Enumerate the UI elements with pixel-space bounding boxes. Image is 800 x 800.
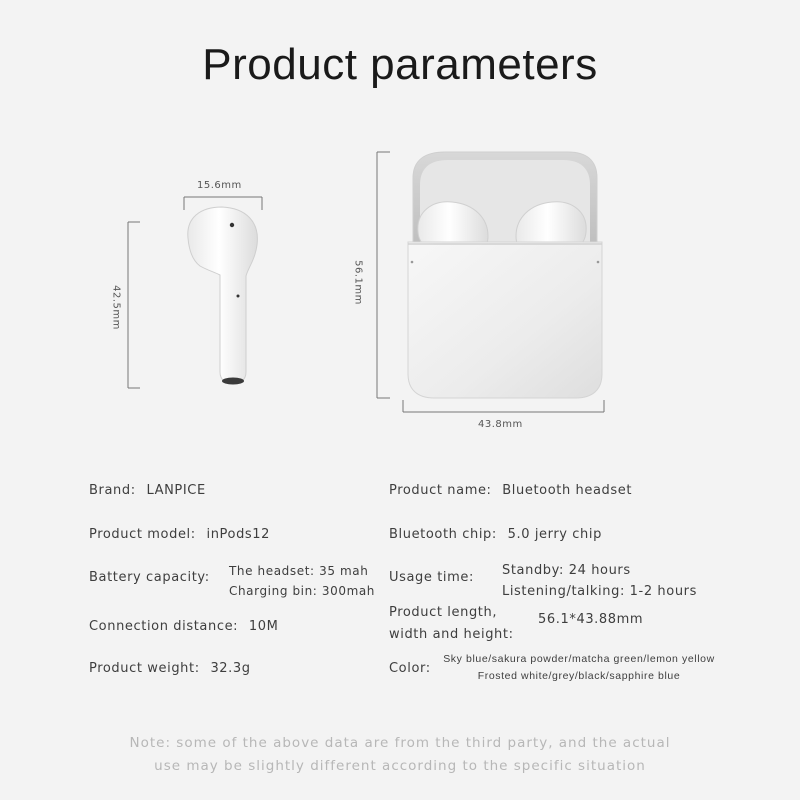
product-dimensions-value: 56.1*43.88mm: [538, 612, 644, 627]
product-weight-spec: [89, 661, 251, 676]
product-dimensions-label: [389, 602, 514, 646]
earbud-width-label: 15.6mm: [197, 180, 242, 191]
disclaimer-note: [0, 732, 800, 778]
product-model-label: Product model:: [89, 527, 196, 542]
earbud-image: [188, 207, 258, 385]
product-name-label: Product name:: [389, 483, 492, 498]
disclaimer-line2: use may be slightly different according to the specific situation: [154, 758, 646, 774]
case-height-marker: [377, 152, 390, 398]
color-value-line1: Sky blue/sakura powder/matcha green/lemon yellow: [443, 653, 715, 665]
case-width-label: 43.8mm: [478, 419, 523, 430]
disclaimer-line1: Note: some of the above data are from the third party, and the actual: [129, 735, 671, 751]
case-height-label: 56.1mm: [352, 260, 364, 305]
product-name-value: Bluetooth headset: [502, 483, 633, 498]
earbud-height-marker: [128, 222, 140, 388]
battery-capacity-values: [229, 561, 375, 601]
battery-capacity-label: Battery capacity:: [89, 570, 210, 585]
battery-headset-value: The headset: 35 mah: [229, 564, 369, 578]
earbud-height-label: 42.5mm: [110, 285, 122, 330]
standby-value: Standby: 24 hours: [502, 563, 631, 578]
color-values: [440, 651, 718, 685]
color-label: Color:: [389, 661, 431, 676]
bluetooth-chip-spec: [389, 527, 602, 542]
connection-distance-spec: [89, 619, 278, 634]
product-name-spec: [389, 483, 632, 498]
usage-time-values: [502, 560, 697, 602]
brand-spec: [89, 483, 206, 498]
connection-distance-value: 10M: [248, 619, 279, 634]
charging-case-image: [408, 152, 602, 398]
brand-label: Brand:: [89, 483, 136, 498]
connection-distance-label: Connection distance:: [89, 619, 239, 634]
product-dimensions-label-line1: Product length,: [389, 605, 498, 620]
product-weight-label: Product weight:: [89, 661, 200, 676]
product-model-spec: [89, 527, 270, 542]
color-value-line2: Frosted white/grey/black/sapphire blue: [477, 670, 681, 682]
product-dimensions-label-line2: width and height:: [389, 627, 514, 642]
battery-charging-bin-value: Charging bin: 300mah: [229, 584, 376, 598]
listening-value: Listening/talking: 1-2 hours: [502, 584, 697, 599]
bluetooth-chip-value: 5.0 jerry chip: [507, 527, 602, 542]
usage-time-label: Usage time:: [389, 570, 474, 585]
case-width-marker: [403, 400, 604, 412]
product-model-value: inPods12: [206, 527, 271, 542]
brand-value: LANPICE: [146, 483, 206, 498]
page-title: Product parameters: [202, 40, 598, 89]
bluetooth-chip-label: Bluetooth chip:: [389, 527, 497, 542]
product-weight-value: 32.3g: [210, 661, 251, 676]
